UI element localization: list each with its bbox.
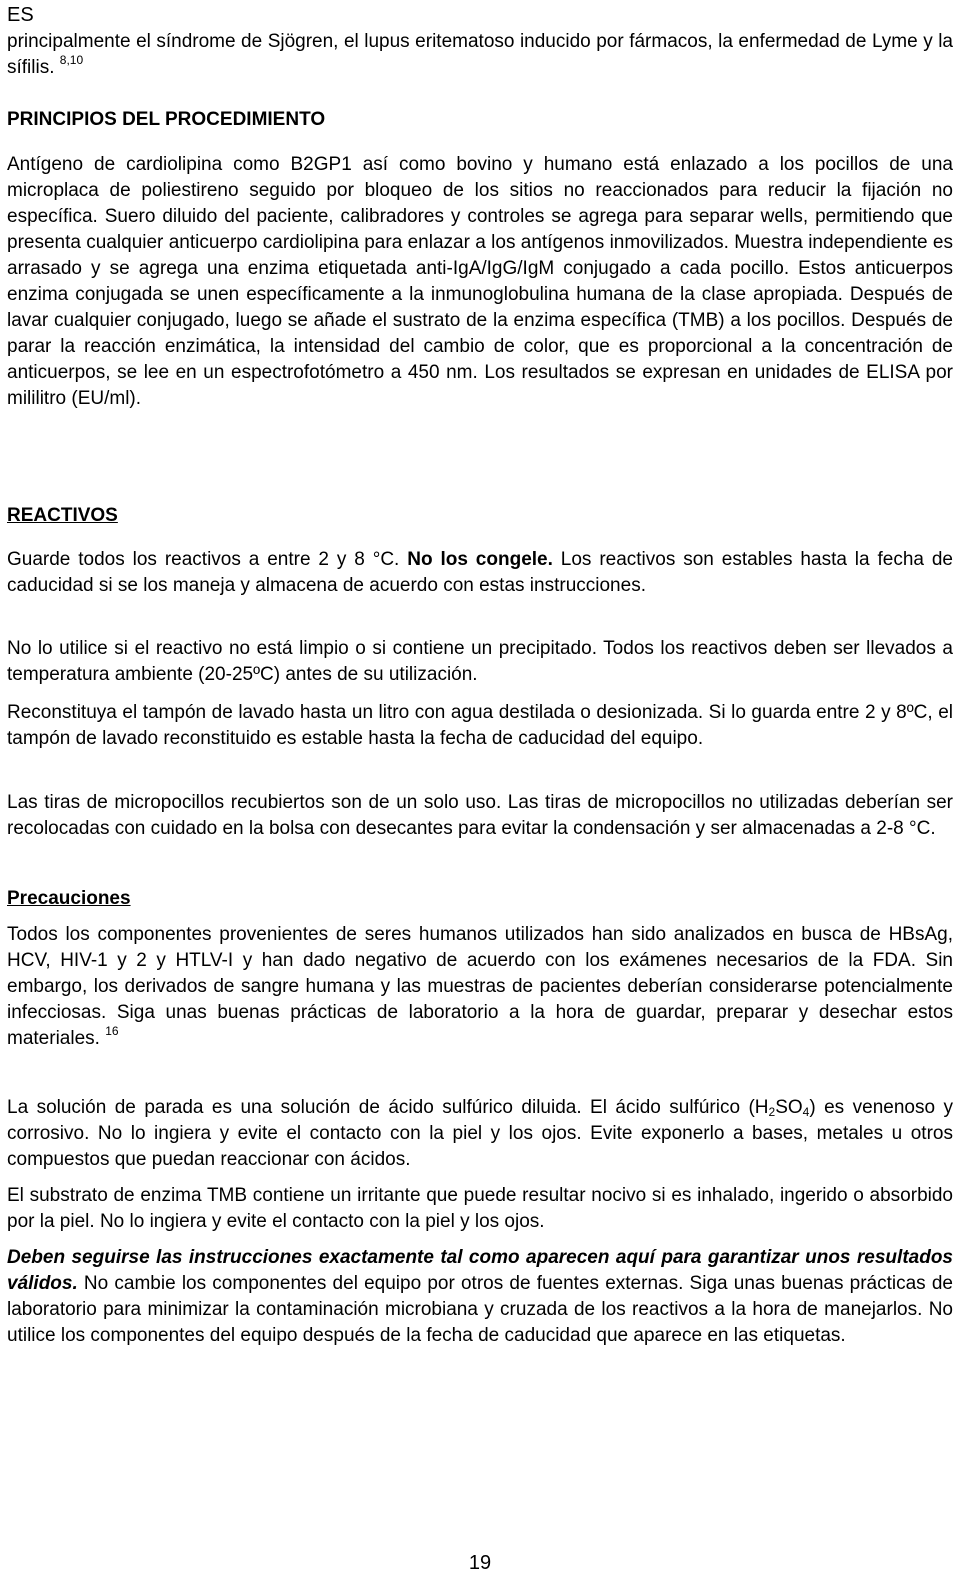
reagents-paragraph-1 bbox=[7, 547, 953, 599]
precautions-paragraph-1 bbox=[7, 922, 953, 1052]
precautions-paragraph-2 bbox=[7, 1095, 953, 1173]
page-number: 19 bbox=[468, 1552, 492, 1574]
precautions-p1-reference: 16 bbox=[105, 1024, 119, 1038]
formula-so: SO bbox=[775, 1097, 803, 1118]
reagents-paragraph-3: Reconstituya el tampón de lavado hasta un litro con agua destilada o desionizada. Si lo guarda entre 2 y 8ºC, el tampón de lavado reconstituido es estable hasta la fecha de caducidad del equipo. bbox=[7, 702, 953, 749]
reagents-paragraph-4: Las tiras de micropocillos recubiertos son de un solo uso. Las tiras de micropocillos no utilizadas deberían ser recolocadas con cuidado en la bolsa con desecantes para evitar la condensación y ser almacenadas a 2-8 °C. bbox=[7, 792, 953, 839]
formula-subscript-4: 4 bbox=[802, 1105, 810, 1119]
formula-subscript-2: 2 bbox=[768, 1105, 776, 1119]
reagents-p1-end: Los reactivos son estables hasta la fecha de caducidad si se los maneja y almacena de acuerdo con estas instrucciones. bbox=[7, 549, 953, 596]
precautions-heading: Precauciones bbox=[7, 888, 131, 909]
precautions-p4-emphasis: Deben seguirse las instrucciones exactamente tal como aparecen aquí para garantizar unos resultados válidos. bbox=[7, 1247, 953, 1294]
precautions-paragraph-3: El substrato de enzima TMB contiene un irritante que puede resultar nocivo si es inhalado, ingerido o absorbido por la piel. No lo ingiera y evite el contacto con la piel y los ojos. bbox=[7, 1185, 953, 1232]
intro-paragraph bbox=[7, 29, 953, 81]
principles-paragraph: Antígeno de cardiolipina como B2GP1 así como bovino y humano está enlazado a los pocillos de una microplaca de poliestireno seguido por bloqueo de los sitios no reaccionados para reducir la fijación no específica. Suero diluido del paciente, calibradores y controles se agrega para separar wells, permitiendo que presenta cualquier anticuerpo cardiolipina para enlazar a los antígenos inmovilizados. Muestra independiente es arrasado y se agrega una enzima etiquetada anti-IgA/IgG/IgM conjugado a cada pocillo. Estos anticuerpos enzima conjugada se unen específicamente a la inmunoglobulina humana de la clase apropiada. Después de lavar cualquier conjugado, luego se añade el sustrato de la enzima específica (TMB) a los pocillos. Después de parar la reacción enzimática, la intensidad del cambio de color, que es proporcional a la concentración de anticuerpos, se lee en un espectrofotómetro a 450 nm. Los resultados se expresan en unidades de ELISA por mililitro (EU/ml). bbox=[7, 154, 953, 409]
principles-heading: PRINCIPIOS DEL PROCEDIMIENTO bbox=[7, 109, 326, 130]
reagents-heading: REACTIVOS bbox=[7, 505, 118, 526]
intro-reference: 8,10 bbox=[59, 53, 84, 67]
reagents-paragraph-2: No lo utilice si el reactivo no está limpio o si contiene un precipitado. Todos los reactivos deben ser llevados a temperatura ambiente (20-25ºC) antes de su utilización. bbox=[7, 638, 953, 685]
precautions-p1-text: Todos los componentes provenientes de seres humanos utilizados han sido analizados en busca de HBsAg, HCV, HIV-1 y 2 y HTLV-I y han dado negativo de acuerdo con los exámenes necesarios de la FDA. Sin embargo, los derivados de sangre humana y las muestras de pacientes deberían considerarse potencialmente infecciosas. Siga unas buenas prácticas de laboratorio a la hora de guardar, preparar y desechar estos materiales. bbox=[7, 924, 953, 1049]
precautions-p4-rest: No cambie los componentes del equipo por otros de fuentes externas. Siga unas buenas prácticas de laboratorio para minimizar la contaminación microbiana y cruzada de los reactivos a la hora de manejarlos. No utilice los componentes del equipo después de la fecha de caducidad que aparece en las etiquetas. bbox=[7, 1273, 953, 1346]
language-code: ES bbox=[7, 4, 34, 26]
precautions-p2-end: ) es venenoso y corrosivo. No lo ingiera y evite el contacto con la piel y los ojos. Evite exponerlo a bases, metales u otros compuestos que puedan reaccionar con ácidos. bbox=[7, 1097, 953, 1170]
intro-text: principalmente el síndrome de Sjögren, el lupus eritematoso inducido por fármacos, la enfermedad de Lyme y la sífilis. bbox=[7, 31, 953, 78]
precautions-paragraph-4 bbox=[7, 1245, 953, 1349]
reagents-p1-warning: No los congele. bbox=[407, 549, 553, 570]
precautions-p2-start: La solución de parada es una solución de ácido sulfúrico diluida. El ácido sulfúrico (H bbox=[7, 1097, 769, 1118]
reagents-p1-start: Guarde todos los reactivos a entre 2 y 8 °C. bbox=[7, 549, 408, 570]
